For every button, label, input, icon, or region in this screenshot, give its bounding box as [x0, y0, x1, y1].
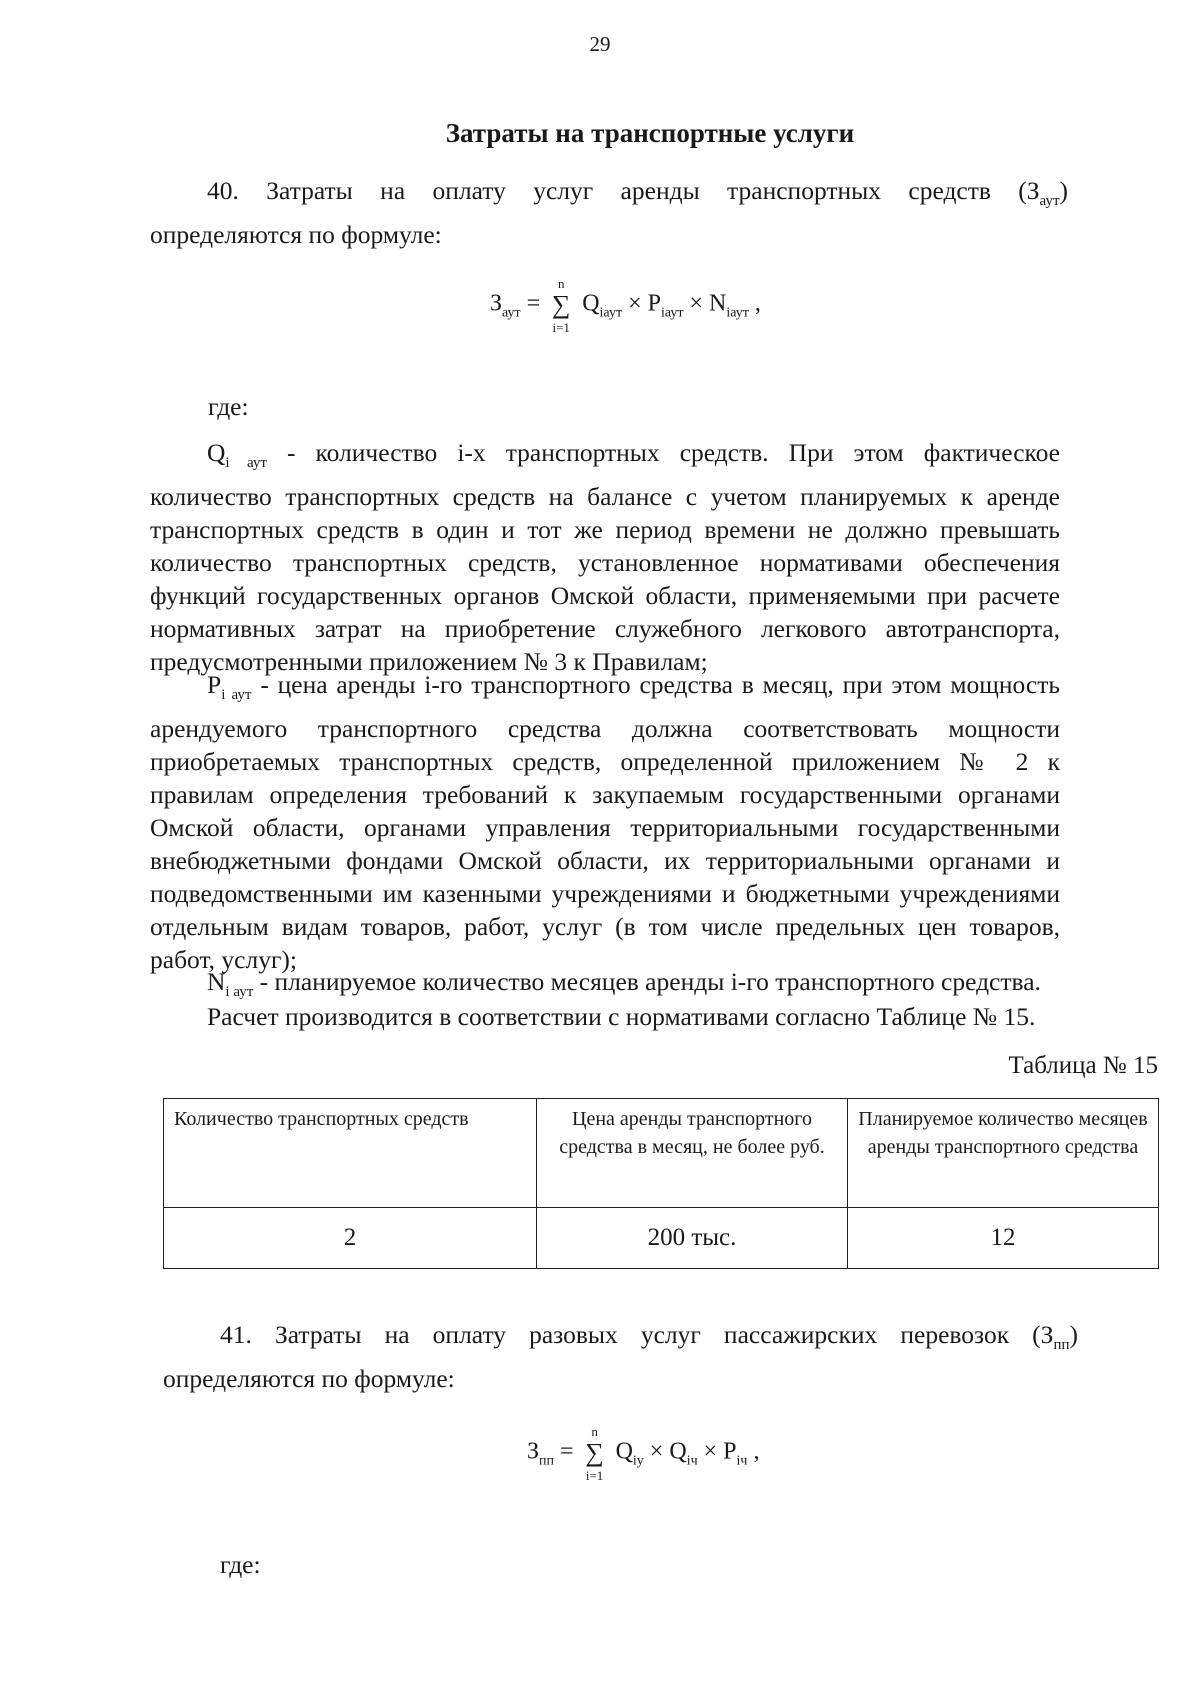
item-40-text-1: 40. Затраты на оплату услуг аренды транспортных средств (З: [207, 176, 1040, 205]
item-40-subscript: аут: [1039, 193, 1060, 210]
item-40-paragraph: [150, 174, 1068, 251]
definition-p-line-7: подведомственными им казенными учреждениями и бюджетными учреждениями: [150, 879, 1060, 909]
table-cell-months: 12: [848, 1208, 1159, 1269]
definition-p-text-1: - цена аренды i-го транспортного средства в месяц, при этом мощность: [260, 670, 1061, 699]
formula-41-term-q2-sub: iч: [686, 1453, 698, 1469]
formula-40-term-q-sub: iаут: [599, 305, 623, 321]
definition-p-line-9: работ, услуг);: [150, 945, 298, 975]
item-40-line-2: определяются по формуле:: [150, 220, 442, 250]
formula-41-sigma-bottom: i=1: [585, 1468, 604, 1483]
definition-q-line-1: [150, 436, 1060, 480]
table-15: [163, 1098, 1159, 1269]
formula-41-times-2: ×: [703, 1438, 718, 1465]
definition-q-line-4: количество транспортных средств, установленное нормативами обеспечения: [150, 548, 1060, 578]
section-title: Затраты на транспортные услуги: [445, 118, 855, 148]
formula-41-term-q2: Q: [669, 1438, 687, 1465]
definition-q-symbol: Q: [207, 438, 226, 467]
definition-q-line-6: нормативных затрат на приобретение служебного легкового автотранспорта,: [150, 614, 1060, 644]
item-40-closing: ): [1059, 176, 1068, 205]
item-41-subscript: пп: [1053, 1337, 1070, 1354]
definition-p-line-4: правилам определения требований к закупаемым государственными органами: [150, 780, 1060, 810]
table-row: [164, 1208, 1159, 1269]
item-41-closing: ): [1069, 1320, 1078, 1349]
formula-40-times-2: ×: [689, 290, 704, 317]
formula-40-sigma-sign: ∑: [551, 290, 571, 319]
table-cell-quantity: 2: [164, 1208, 537, 1269]
definition-p-symbol: P: [207, 670, 222, 699]
formula-40-term-q: Q: [582, 290, 600, 317]
calculation-note: Расчет производится в соответствии с нормативами согласно Таблице № 15.: [207, 1002, 1036, 1031]
formula-41-term-q1-sub: iу: [632, 1453, 644, 1469]
definition-q-line-3: транспортных средств в один и тот же период времени не должно превышать: [150, 515, 1060, 545]
definition-n-text: - планируемое количество месяцев аренды i-го транспортного средства.: [259, 967, 1041, 996]
table-header-row: [164, 1099, 1159, 1208]
definition-q-sub: i аут: [225, 455, 267, 472]
formula-40-term-p-sub: iаут: [660, 305, 684, 321]
table-header-months: Планируемое количество месяцев аренды транспортного средства: [848, 1099, 1159, 1208]
formula-40-lhs-sub: аут: [502, 305, 521, 321]
formula-41-times-1: ×: [649, 1438, 664, 1465]
page-number: 29: [589, 32, 611, 56]
formula-41-sigma-top: n: [591, 1424, 598, 1439]
formula-41-comma: ,: [753, 1438, 760, 1465]
formula-40-times-1: ×: [628, 290, 642, 317]
item-41-line-1: [163, 1318, 1078, 1362]
formula-41-lhs-sub: пп: [539, 1453, 555, 1469]
formula-40-comma: ,: [754, 290, 761, 317]
formula-41-eq: =: [560, 1438, 574, 1465]
definition-p-line-5: Омской области, органами управления территориальными государственными: [150, 813, 1060, 843]
definition-p-line-6: внебюджетными фондами Омской области, их территориальными органами и: [150, 846, 1060, 876]
definition-p-line-2: арендуемого транспортного средства должна соответствовать мощности: [150, 714, 1060, 744]
item-41-text-1: 41. Затраты на оплату разовых услуг пассажирских перевозок (З: [220, 1320, 1054, 1349]
item-41-line-2: определяются по формуле:: [163, 1364, 455, 1394]
definition-q-line-7: предусмотренными приложением № 3 к Правилам;: [150, 647, 708, 677]
definition-q-line-5: функций государственных органов Омской области, применяемыми при расчете: [150, 581, 1060, 611]
formula-40-term-n-sub: iаут: [726, 305, 749, 321]
definition-q: [150, 436, 1060, 678]
formula-41-sigma-sign: ∑: [585, 1438, 604, 1467]
formula-40-sigma-bottom: i=1: [552, 320, 570, 335]
formula-40-term-p: P: [647, 290, 661, 317]
definition-q-text-1: - количество i-х транспортных средств. При этом фактическое: [287, 438, 1060, 467]
formula-40-sigma-top: n: [557, 276, 565, 291]
formula-40-eq: =: [526, 290, 541, 317]
definition-p-line-8: отдельным видам товаров, работ, услуг (в том числе предельных цен товаров,: [150, 912, 1060, 942]
item-41-paragraph: [163, 1318, 1078, 1395]
definition-n-sub: i аут: [225, 984, 254, 1001]
formula-41: [527, 1424, 760, 1483]
formula-41-term-p: P: [723, 1438, 737, 1465]
table-header-price: Цена аренды транспортного средства в месяц, не более руб.: [537, 1099, 848, 1208]
formula-41-term-p-sub: iч: [736, 1453, 748, 1469]
where-label-2: где:: [220, 1550, 261, 1579]
formula-40-sigma: [546, 276, 576, 335]
item-40-line-1: [150, 174, 1068, 218]
definition-q-line-2: количество транспортных средств на балансе с учетом планируемых к аренде: [150, 482, 1060, 512]
table-15-caption: Таблица № 15: [1008, 1052, 1158, 1079]
definition-p: [150, 668, 1060, 976]
table-cell-price: 200 тыс.: [537, 1208, 848, 1269]
formula-41-sigma: [580, 1424, 610, 1483]
table-header-quantity: Количество транспортных средств: [164, 1099, 537, 1208]
formula-40: [490, 276, 761, 335]
where-label-1: где:: [208, 392, 249, 421]
definition-n-symbol: N: [207, 967, 226, 996]
definition-p-line-1: [150, 668, 1060, 712]
definition-p-line-3: приобретаемых транспортных средств, определенной приложением № 2 к: [150, 747, 1060, 777]
formula-40-lhs: З: [490, 290, 503, 317]
formula-40-term-n: N: [709, 290, 727, 317]
formula-41-term-q1: Q: [615, 1438, 633, 1465]
definition-p-sub: i аут: [221, 687, 252, 704]
formula-41-lhs: З: [527, 1438, 540, 1465]
